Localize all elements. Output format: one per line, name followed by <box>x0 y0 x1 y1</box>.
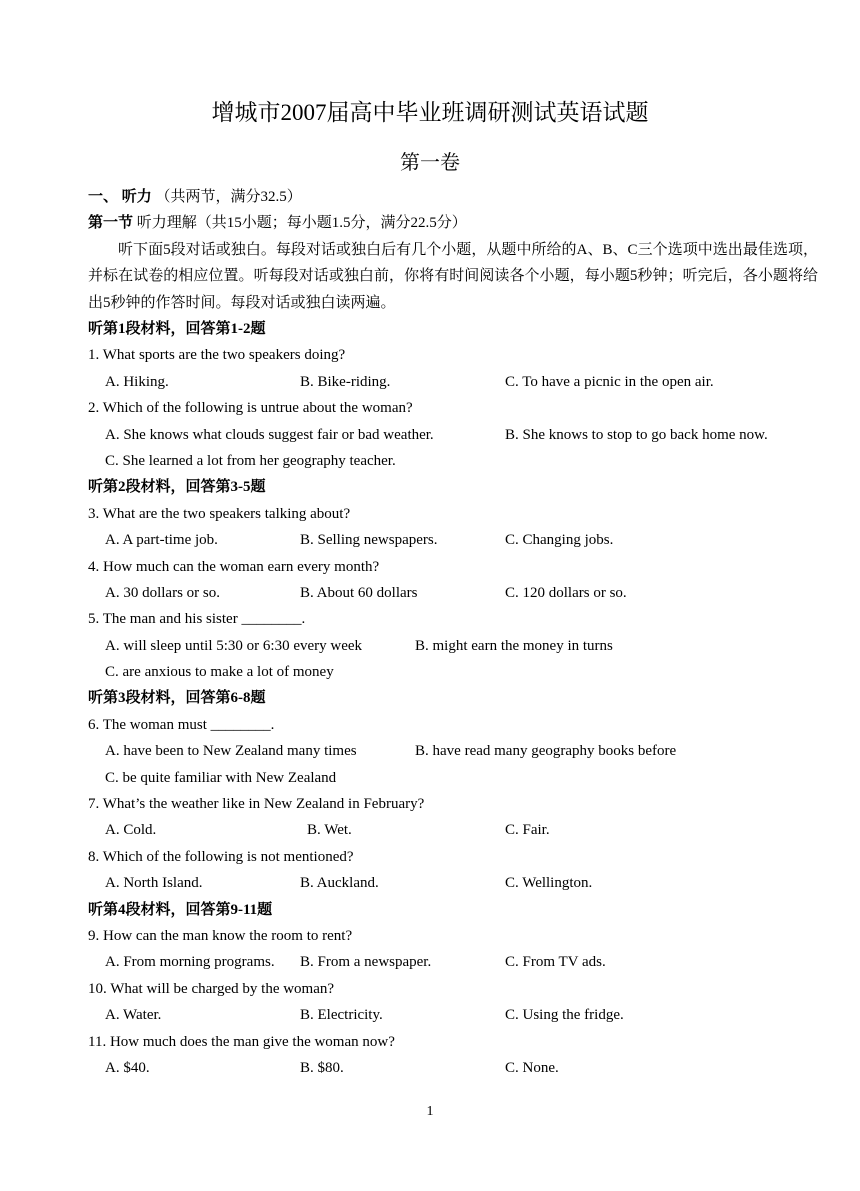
option-a: A. Hiking. <box>105 373 169 390</box>
exam-content <box>88 184 818 1081</box>
options-11 <box>88 1055 818 1081</box>
options-10 <box>88 1002 818 1028</box>
question-1: 1. What sports are the two speakers doing? <box>88 347 346 364</box>
option-a: A. Water. <box>105 1007 162 1024</box>
question-10: 10. What will be charged by the woman? <box>88 980 335 997</box>
option-c: C. Wellington. <box>505 875 593 892</box>
option-c: C. be quite familiar with New Zealand <box>105 769 337 786</box>
part-note: 听力理解（共15小题；每小题1.5分，满分22.5分） <box>136 215 467 232</box>
question-2: 2. Which of the following is untrue about the woman? <box>88 400 413 417</box>
exam-title: 增城市2007届高中毕业班调研测试英语试题 <box>211 100 649 125</box>
part-label: 第一节 <box>88 215 134 232</box>
option-c: C. Using the fridge. <box>505 1007 624 1024</box>
question-5: 5. The man and his sister ________. <box>88 611 306 628</box>
option-a: A. A part-time job. <box>105 532 218 549</box>
option-b: B. $80. <box>300 1059 344 1076</box>
question-6: 6. The woman must ________. <box>88 716 275 733</box>
question-4: 4. How much can the woman earn every month? <box>88 558 380 575</box>
options-6-cont <box>88 765 818 791</box>
options-7 <box>88 817 818 843</box>
option-c: C. 120 dollars or so. <box>505 584 627 601</box>
option-b: B. Wet. <box>307 822 352 839</box>
options-6 <box>88 738 818 764</box>
question-7: 7. What’s the weather like in New Zealand in February? <box>88 796 425 813</box>
options-9 <box>88 949 818 975</box>
section-label: 一、 听力 <box>88 189 152 205</box>
option-c: C. To have a picnic in the open air. <box>505 373 714 390</box>
group-heading: 听第2段材料，回答第3-5题 <box>88 479 266 496</box>
options-1 <box>88 369 818 395</box>
option-c: C. From TV ads. <box>505 954 606 971</box>
section-note: （共两节，满分32.5） <box>155 189 302 205</box>
option-a: A. 30 dollars or so. <box>105 584 220 601</box>
instructions: 听下面5段对话或独白。每段对话或独白后有几个小题，从题中所给的A、B、C三个选项中选出最佳选项，并标在试卷的相应位置。听每段对话或独白前，你将有时间阅读各个小题，每小题5秒钟；听完后，各小题将给出5秒钟的作答时间。每段对话或独白读两遍。 <box>88 241 818 311</box>
option-b: B. Auckland. <box>300 875 379 892</box>
options-5 <box>88 633 818 659</box>
option-c: C. Fair. <box>505 822 550 839</box>
option-a: A. From morning programs. <box>105 954 275 971</box>
question-11: 11. How much does the man give the woman now? <box>88 1033 395 1050</box>
option-b: B. From a newspaper. <box>300 954 432 971</box>
option-b: B. Bike-riding. <box>300 373 391 390</box>
option-b: B. Selling newspapers. <box>300 532 438 549</box>
option-b: B. About 60 dollars <box>300 584 418 601</box>
options-2-cont <box>88 448 818 474</box>
group-heading: 听第4段材料，回答第9-11题 <box>88 901 273 918</box>
options-4 <box>88 580 818 606</box>
option-b: B. have read many geography books before <box>415 743 677 760</box>
options-8 <box>88 870 818 896</box>
option-a: A. She knows what clouds suggest fair or bad weather. <box>105 426 434 443</box>
option-c: C. None. <box>505 1059 559 1076</box>
option-b: B. She knows to stop to go back home now. <box>505 426 768 443</box>
option-c: C. are anxious to make a lot of money <box>105 664 334 681</box>
question-9: 9. How can the man know the room to rent? <box>88 927 353 944</box>
section-heading <box>88 184 818 210</box>
option-c: C. She learned a lot from her geography teacher. <box>105 452 396 469</box>
question-8: 8. Which of the following is not mentioned? <box>88 848 354 865</box>
options-5-cont <box>88 659 818 685</box>
group-heading: 听第3段材料，回答第6-8题 <box>88 690 266 707</box>
question-3: 3. What are the two speakers talking about? <box>88 505 351 522</box>
option-a: A. Cold. <box>105 822 157 839</box>
option-a: A. North Island. <box>105 875 203 892</box>
part-heading <box>88 210 818 236</box>
option-a: A. will sleep until 5:30 or 6:30 every week <box>105 637 363 654</box>
option-b: B. might earn the money in turns <box>415 637 613 654</box>
option-a: A. $40. <box>105 1059 150 1076</box>
page-number: 1 <box>426 1104 434 1119</box>
paper-subtitle: 第一卷 <box>400 152 460 174</box>
group-heading: 听第1段材料，回答第1-2题 <box>88 321 266 337</box>
options-3 <box>88 527 818 553</box>
options-2 <box>88 422 818 448</box>
option-a: A. have been to New Zealand many times <box>105 743 357 760</box>
option-c: C. Changing jobs. <box>505 532 614 549</box>
option-b: B. Electricity. <box>300 1007 383 1024</box>
